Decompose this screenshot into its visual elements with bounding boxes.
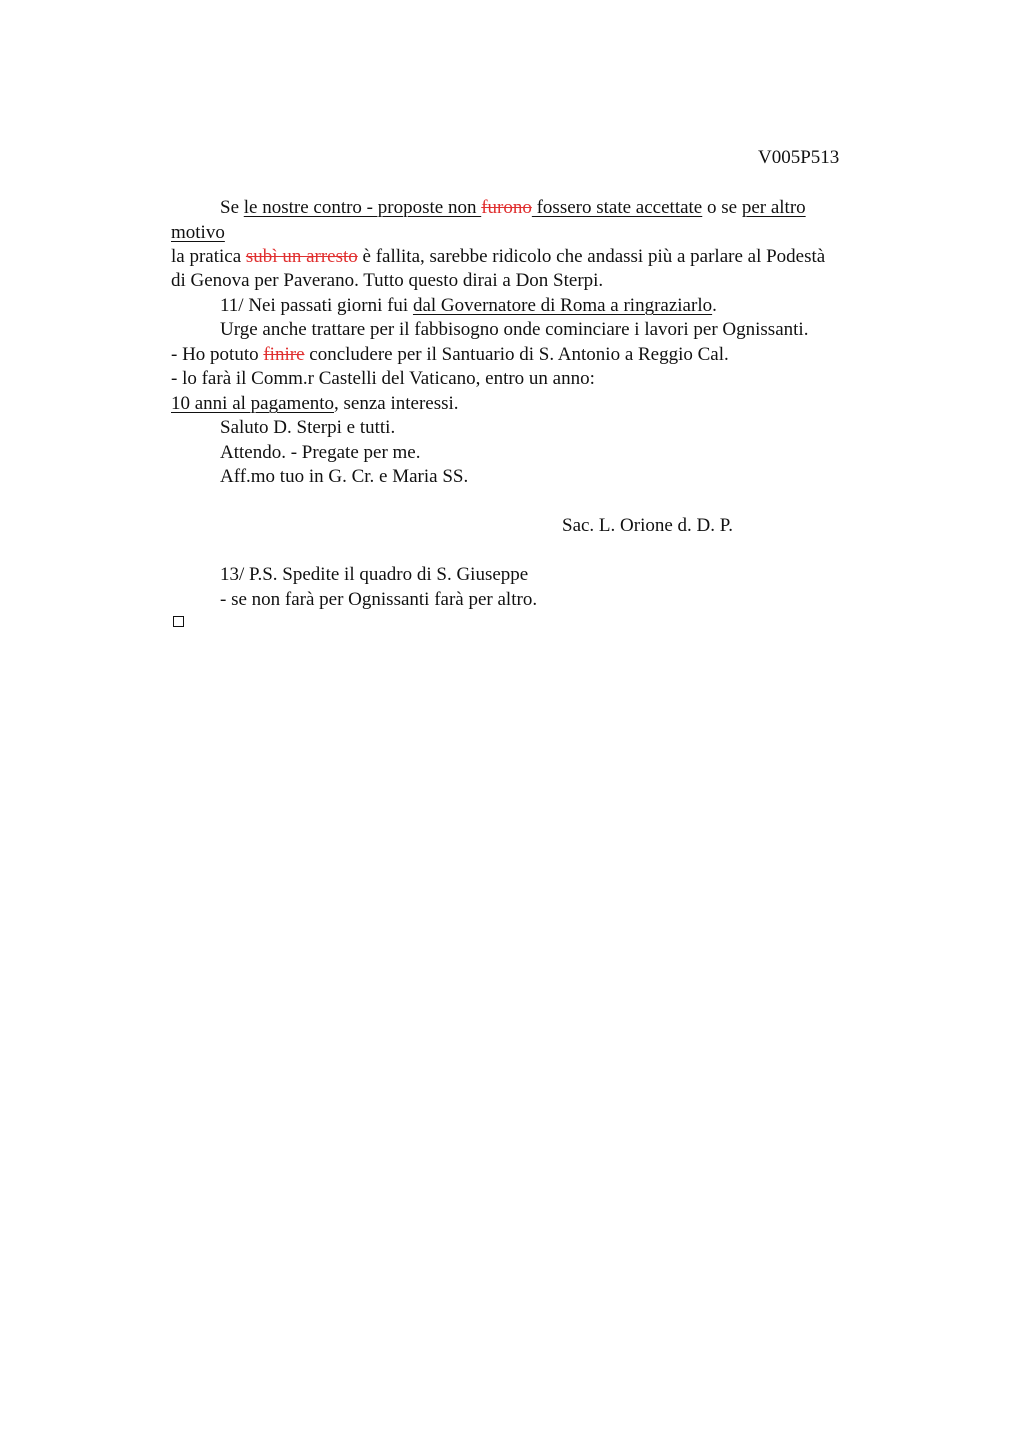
underlined-text: le nostre contro - proposte non — [243, 197, 482, 218]
paragraph-line-12: Aff.mo tuo in G. Cr. e Maria SS. — [220, 466, 469, 487]
underlined-text: dal Governatore di Roma a ringraziarlo — [412, 295, 713, 316]
postscript-line-2: - se non farà per Ognissanti farà per altro. — [220, 589, 538, 610]
text-segment: , senza interessi. — [334, 393, 459, 414]
text-segment: è fallita, sarebbe ridicolo che andassi più a parlare al Podestà — [357, 246, 826, 267]
deleted-text: finire — [263, 344, 305, 365]
text-segment: Se — [220, 197, 244, 218]
deleted-text: furono — [481, 197, 532, 218]
underlined-text: per altro — [741, 197, 806, 218]
paragraph-line-9 — [171, 393, 459, 415]
paragraph-line-5 — [220, 295, 717, 317]
text-segment: la pratica — [171, 246, 246, 267]
paragraph-line-6: Urge anche trattare per il fabbisogno onde cominciare i lavori per Ognissanti. — [220, 319, 809, 340]
text-segment: - Ho potuto — [171, 344, 264, 365]
text-segment: o se — [702, 197, 742, 218]
page-id: V005P513 — [758, 147, 840, 168]
paragraph-line-8: - lo farà il Comm.r Castelli del Vaticano, entro un anno: — [171, 368, 595, 389]
paragraph-line-11: Attendo. - Pregate per me. — [220, 442, 421, 463]
postscript-line-1: 13/ P.S. Spedite il quadro di S. Giuseppe — [220, 564, 529, 585]
paragraph-line-10: Saluto D. Sterpi e tutti. — [220, 417, 396, 438]
paragraph-line-2: motivo — [171, 222, 225, 243]
signature: Sac. L. Orione d. D. P. — [562, 515, 733, 536]
paragraph-line-7 — [171, 344, 729, 366]
text-segment: 11/ Nei passati giorni fui — [220, 295, 413, 316]
text-segment: concludere per il Santuario di S. Antonio a Reggio Cal. — [304, 344, 729, 365]
underlined-text: 10 anni al pagamento — [171, 393, 335, 414]
paragraph-line-4: di Genova per Paverano. Tutto questo dirai a Don Sterpi. — [171, 270, 604, 291]
checkbox-square — [173, 616, 184, 627]
text-segment: . — [712, 295, 717, 316]
underlined-text: fossero state accettate — [531, 197, 703, 218]
paragraph-line-3 — [171, 246, 825, 268]
paragraph-line-1 — [220, 197, 806, 219]
deleted-text: subì un arresto — [245, 246, 358, 267]
